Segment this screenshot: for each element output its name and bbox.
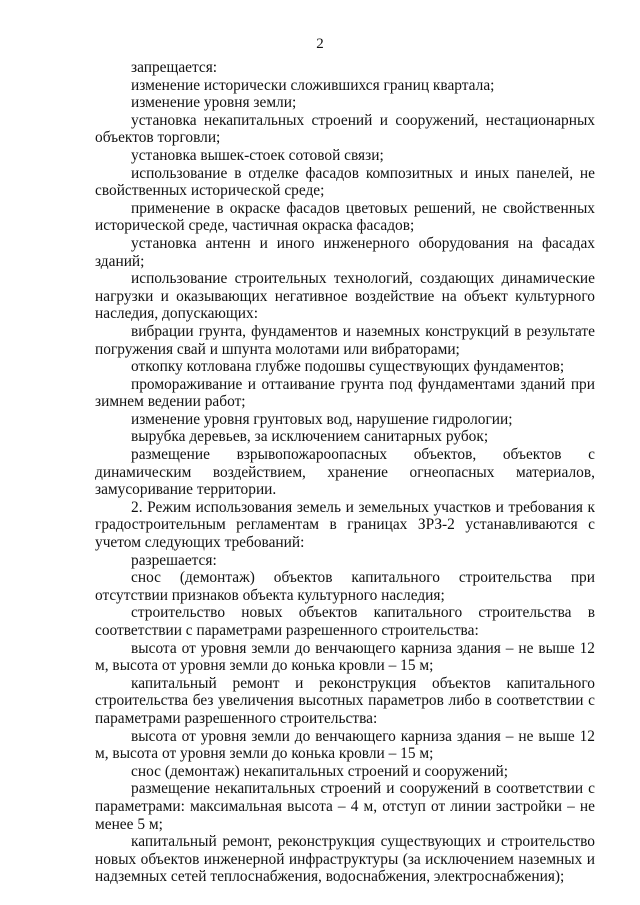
paragraph: установка антенн и иного инженерного оборудования на фасадах зданий; (95, 234, 595, 270)
paragraph: размещение взрывопожароопасных объектов, объектов с динамическим воздействием, хранение огнеопасных материалов, замусоривание территории. (95, 446, 595, 499)
paragraph: использование строительных технологий, создающих динамические нагрузки и оказывающих негативное воздействие на объект культурного наследия, допускающих: (95, 270, 595, 323)
paragraph: снос (демонтаж) объектов капитального строительства при отсутствии признаков объекта культурного наследия; (95, 569, 595, 604)
paragraph: запрещается: (131, 59, 218, 76)
paragraph: строительство новых объектов капитального строительства в соответствии с параметрами разрешенного строительства: (95, 604, 595, 639)
paragraph: изменение уровня грунтовых вод, нарушение гидрологии; (131, 410, 513, 428)
paragraph: капитальный ремонт, реконструкция существующих и строительство новых объектов инженерной инфраструктуры (за исключением наземных и надземных сетей теплоснабжения, водоснабжения, электроснабжения); (95, 833, 595, 886)
paragraph: капитальный ремонт и реконструкция объектов капитального строительства без увеличения высотных параметров либо в соответствии с параметрами разрешенного строительства: (95, 674, 595, 727)
paragraph: промораживание и оттаивание грунта под фундаментами зданий при зимнем ведении работ; (95, 375, 595, 411)
paragraph: применение в окраске фасадов цветовых решений, не свойственных исторической среде, частичная окраска фасадов; (95, 199, 595, 235)
paragraph: использование в отделке фасадов композитных и иных панелей, не свойственных исторической среде; (95, 164, 595, 200)
document-body (95, 59, 595, 886)
paragraph: установка вышек-стоек сотовой связи; (131, 146, 384, 164)
paragraph: высота от уровня земли до венчающего карниза здания – не выше 12 м, высота от уровня земли до конька кровли – 15 м; (95, 727, 595, 763)
paragraph: изменение уровня земли; (131, 94, 297, 112)
paragraph: размещение некапитальных строений и сооружений в соответствии с параметрами: максимальная высота – 4 м, отступ от линии застройки – не менее 5 м; (95, 780, 595, 833)
paragraph: установка некапитальных строений и сооружений, нестационарных объектов торговли; (95, 111, 595, 147)
paragraph: снос (демонтаж) некапитальных строений и сооружений; (131, 762, 508, 780)
paragraph: 2. Режим использования земель и земельных участков и требования к градостроительным регламентам в границах ЗРЗ-2 устанавливаются с учетом следующих требований: (95, 498, 595, 552)
paragraph: вырубка деревьев, за исключением санитарных рубок; (131, 428, 489, 446)
page-number: 2 (316, 36, 324, 52)
paragraph: высота от уровня земли до венчающего карниза здания – не выше 12 м, высота от уровня земли до конька кровли – 15 м; (95, 639, 595, 675)
paragraph: вибрации грунта, фундаментов и наземных конструкций в результате погружения свай и шпунта молотами или вибраторами; (95, 322, 595, 358)
paragraph: разрешается: (131, 551, 217, 569)
paragraph: откопку котлована глубже подошвы существующих фундаментов; (131, 358, 565, 376)
paragraph: изменение исторически сложившихся границ квартала; (131, 76, 495, 94)
